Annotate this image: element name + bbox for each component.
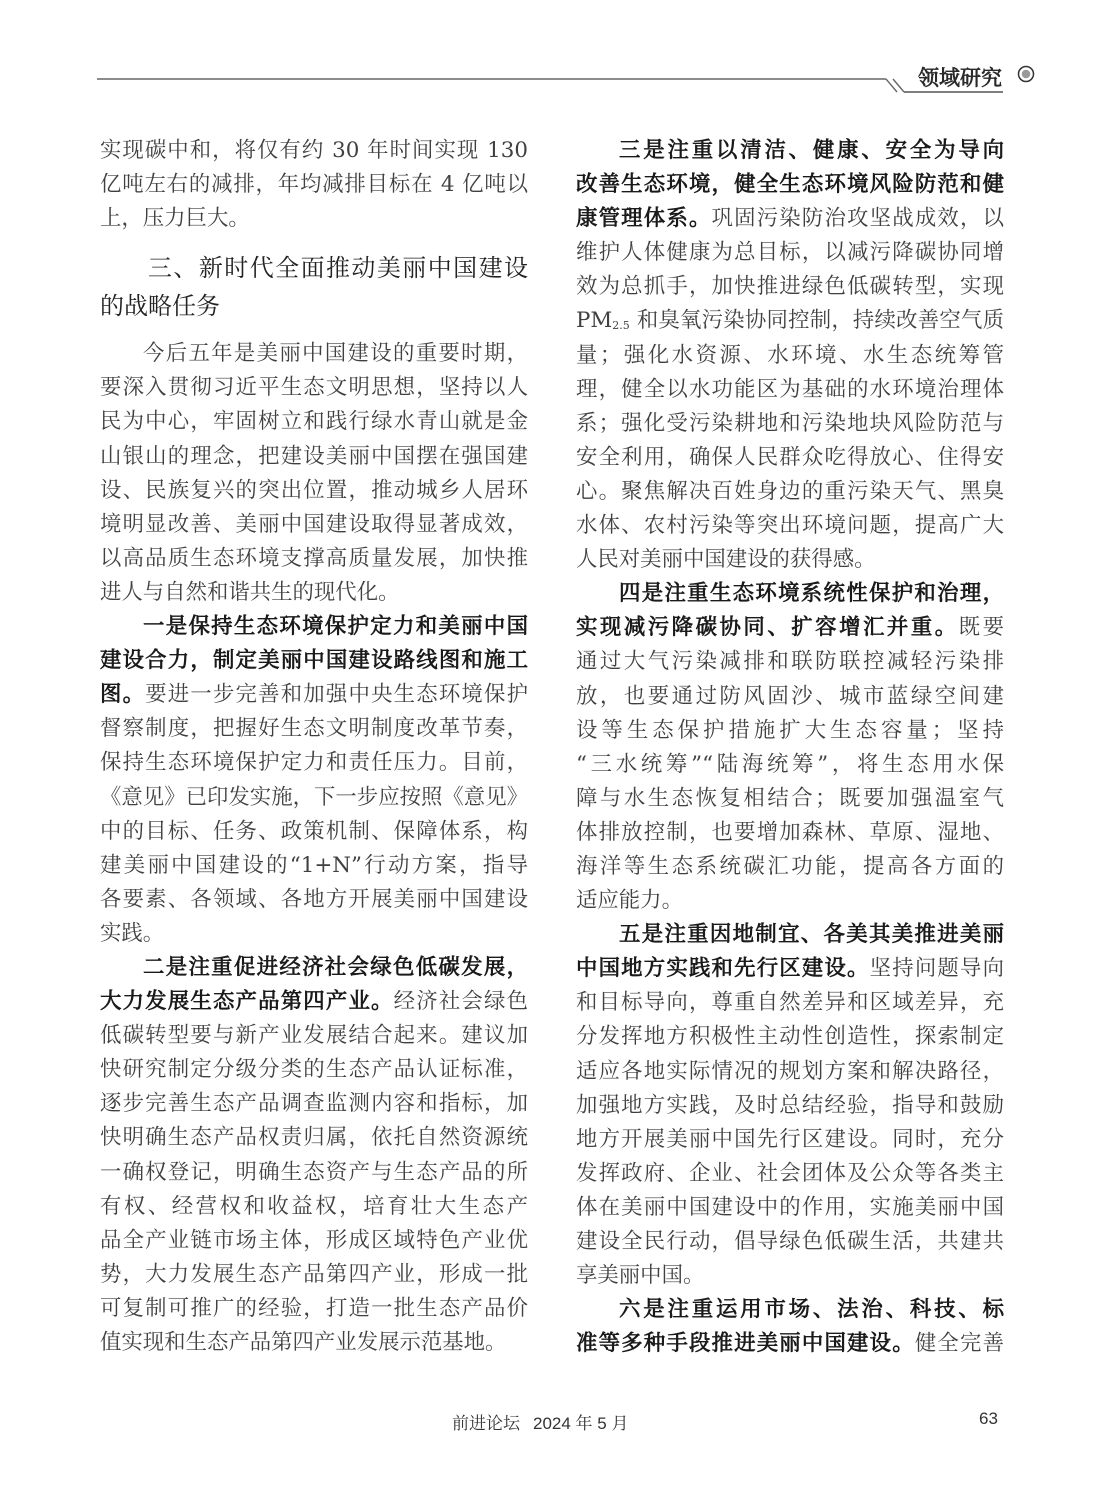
bold-lead-text: 五是注重因地制宜、各美其美推进美丽: [619, 922, 1004, 948]
text-line: [100, 1292, 528, 1326]
body-text: 通过大气污染减排和联防联控减轻污染排: [576, 649, 1004, 675]
text-line: [576, 509, 1004, 543]
text-line: [576, 1020, 1004, 1054]
body-text: 《意见》已印发实施，下一步应按照《意见》: [100, 784, 528, 810]
text-line: [100, 1087, 528, 1121]
text-line: [100, 1190, 528, 1224]
header-rule: [0, 0, 1102, 110]
body-text: 境明显改善、美丽中国建设取得显著成效，: [100, 511, 528, 537]
body-text: 以高品质生态环境支撑高质量发展，加快推: [100, 545, 528, 571]
text-line: [100, 474, 528, 508]
text-line: [100, 371, 528, 405]
body-text: 快明确生态产品权责归属，依托自然资源统: [100, 1125, 528, 1151]
text-line: [576, 304, 1004, 338]
text-line: [576, 748, 1004, 782]
body-text: 建设全民行动，倡导绿色低碳生活，共建共: [576, 1229, 1004, 1254]
text-line: [100, 202, 528, 236]
body-text: 各要素、各领域、各地方开展美丽中国建设: [100, 886, 528, 912]
body-text: 进人与自然和谐共生的现代化。: [100, 579, 400, 605]
text-line: [100, 917, 528, 951]
text-line: [100, 849, 528, 883]
text-line: [100, 712, 528, 746]
body-text: 地方开展美丽中国先行区建设。同时，充分: [576, 1126, 1004, 1152]
text-line: [576, 850, 1004, 884]
text-line: [100, 610, 528, 644]
text-line: [100, 337, 528, 371]
text-line: [576, 884, 1004, 918]
text-line: [576, 441, 1004, 475]
text-line: [100, 883, 528, 917]
body-text: 逐步完善生态产品调查监测内容和指标，加: [100, 1091, 528, 1117]
page-number: 63: [979, 1409, 998, 1428]
text-line: [576, 236, 1004, 270]
right-column: [576, 134, 1004, 1361]
text-line: [576, 202, 1004, 236]
body-text: 海洋等生态系统碳汇功能，提高各方面的: [576, 853, 1004, 879]
text-line: [576, 1055, 1004, 1089]
text-line: [576, 339, 1004, 373]
text-line: [100, 1053, 528, 1087]
text-line: [576, 1259, 1004, 1293]
footer-date: 2024 年 5 月: [533, 1414, 629, 1433]
body-text: 有权、经营权和收益权，培育壮大生态产: [100, 1193, 528, 1219]
text-line: [100, 405, 528, 439]
body-text: 民为中心，牢固树立和践行绿水青山就是金: [100, 409, 528, 435]
text-line: [100, 1326, 528, 1360]
text-line: [100, 815, 528, 849]
body-text: 享美丽中国。: [576, 1263, 705, 1289]
body-text: 体排放控制，也要增加森林、草原、湿地、: [576, 819, 1004, 845]
paragraph: [100, 337, 528, 610]
text-line: [576, 1089, 1004, 1123]
text-line: [576, 1191, 1004, 1225]
paragraph: [576, 134, 1004, 577]
text-line: [576, 816, 1004, 850]
body-text: 2.5: [612, 319, 630, 333]
bold-lead-text: 大力发展生态产品第四产业。: [100, 989, 394, 1015]
body-text: 巩固污染防治攻坚战成效，以: [711, 206, 1004, 232]
body-text: 低碳转型要与新产业发展结合起来。建议加: [100, 1023, 528, 1049]
body-text: 要深入贯彻习近平生态文明思想，坚持以人: [100, 375, 528, 401]
bold-lead-text: 二是注重促进经济社会绿色低碳发展，: [143, 954, 528, 980]
body-text: 实现碳中和，将仅有约 30 年时间实现 130: [100, 138, 528, 163]
body-text: 品全产业链市场主体，形成区域特色产业优: [100, 1227, 528, 1253]
text-line: [576, 645, 1004, 679]
body-text: 可复制可推广的经验，打造一批生态产品价: [100, 1295, 528, 1321]
text-line: [100, 746, 528, 780]
circle-dot-icon: [1017, 65, 1035, 83]
body-text: 发挥政府、企业、社会团体及公众等各类主: [576, 1160, 1004, 1186]
heading-line: 的战略任务: [100, 292, 220, 321]
body-text: 和臭氧污染协同控制，持续改善空气质: [629, 308, 1004, 334]
text-line: [576, 611, 1004, 645]
text-line: [576, 1123, 1004, 1157]
section-heading: [100, 249, 528, 325]
text-line: [100, 678, 528, 712]
body-text: 放，也要通过防风固沙、城市蓝绿空间建: [576, 683, 1004, 709]
text-line: [576, 577, 1004, 611]
body-text: 分发挥地方积极性主动性创造性，探索制定: [576, 1024, 1004, 1050]
body-text: “三水统筹”“陆海统筹”，将生态用水保: [576, 751, 1004, 777]
body-text: 建美丽中国建设的“1+N”行动方案，指导: [100, 852, 528, 878]
heading-line: 三、新时代全面推动美丽中国建设: [148, 254, 528, 283]
footer-journal: 前进论坛: [452, 1414, 520, 1433]
body-text: 和目标导向，尊重自然差异和区域差异，充: [576, 990, 1004, 1016]
text-line: [576, 1157, 1004, 1191]
text-line: [576, 1327, 1004, 1361]
text-line: [100, 1156, 528, 1190]
paragraph: [100, 610, 528, 951]
body-text: 快研究制定分级分类的生态产品认证标准，: [100, 1057, 528, 1083]
body-text: 系；强化受污染耕地和污染地块风险防范与: [576, 410, 1004, 436]
body-text: 山银山的理念，把建设美丽中国摆在强国建: [100, 443, 528, 469]
text-line: [576, 986, 1004, 1020]
text-line: [576, 952, 1004, 986]
text-line: [100, 1258, 528, 1292]
text-line: [100, 781, 528, 815]
body-text: 督察制度，把握好生态文明制度改革节奏，: [100, 716, 528, 742]
text-line: [100, 951, 528, 985]
bold-lead-text: 四是注重生态环境系统性保护和治理，: [619, 581, 1004, 607]
text-line: [100, 1224, 528, 1258]
bold-lead-text: 康管理体系。: [576, 206, 712, 232]
bold-lead-text: 图。: [100, 682, 146, 708]
text-line: [100, 134, 528, 168]
body-text: 实践。: [100, 920, 165, 946]
bold-lead-text: 一是保持生态环境保护定力和美丽中国: [143, 614, 528, 640]
paragraph: [576, 1293, 1004, 1361]
text-line: [576, 782, 1004, 816]
text-line: [576, 1225, 1004, 1259]
text-line: [100, 168, 528, 202]
body-text: 心。聚焦解决百姓身边的重污染天气、黑臭: [576, 478, 1004, 504]
text-line: [576, 1293, 1004, 1327]
paragraph: [100, 951, 528, 1360]
body-text: 设、民族复兴的突出位置，推动城乡人居环: [100, 477, 528, 503]
text-line: [576, 475, 1004, 509]
body-text: 一确权登记，明确生态资产与生态产品的所: [100, 1159, 528, 1185]
text-line: [576, 714, 1004, 748]
body-text: 理，健全以水功能区为基础的水环境治理体: [576, 376, 1004, 402]
section-title: 领域研究: [918, 65, 1002, 90]
body-text: 安全利用，确保人民群众吃得放心、住得安: [576, 444, 1004, 470]
text-line: [100, 985, 528, 1019]
body-text: 保持生态环境保护定力和责任压力。目前，: [100, 750, 528, 776]
body-text: 经济社会绿色: [393, 989, 528, 1015]
text-line: [100, 440, 528, 474]
paragraph: [576, 577, 1004, 918]
body-text: 中的目标、任务、政策机制、保障体系，构: [100, 818, 528, 844]
body-text: 今后五年是美丽中国建设的重要时期，: [143, 341, 528, 367]
bold-lead-text: 建设合力，制定美丽中国建设路线图和施工: [100, 648, 528, 674]
body-text: 健全完善: [914, 1331, 1004, 1357]
body-text: 既要: [958, 615, 1004, 641]
body-text: PM: [576, 308, 613, 334]
text-line: [100, 1019, 528, 1053]
bold-lead-text: 准等多种手段推进美丽中国建设。: [576, 1331, 915, 1357]
bold-lead-text: 三是注重以清洁、健康、安全为导向: [619, 138, 1004, 163]
text-line: [100, 1121, 528, 1155]
text-line: [100, 542, 528, 576]
text-line: [576, 918, 1004, 952]
body-text: 设等生态保护措施扩大生态容量；坚持: [576, 717, 1004, 743]
text-line: [576, 680, 1004, 714]
text-line: [576, 373, 1004, 407]
body-text: 坚持问题导向: [869, 956, 1004, 982]
bold-lead-text: 改善生态环境，健全生态环境风险防范和健: [576, 172, 1004, 198]
text-line: [576, 134, 1004, 168]
body-text: 加强地方实践，及时总结经验，指导和鼓励: [576, 1092, 1004, 1118]
text-line: [100, 576, 528, 610]
bold-lead-text: 六是注重运用市场、法治、科技、标: [619, 1297, 1004, 1323]
body-text: 水体、农村污染等突出环境问题，提高广大: [576, 513, 1004, 539]
body-text: 适应各地实际情况的规划方案和解决路径，: [576, 1058, 1004, 1084]
body-text: 值实现和生态产品第四产业发展示范基地。: [100, 1330, 507, 1355]
body-text: 亿吨左右的减排，年均减排目标在 4 亿吨以: [100, 172, 528, 198]
bold-lead-text: 中国地方实践和先行区建设。: [576, 956, 870, 982]
text-line: [100, 644, 528, 678]
text-line: [576, 168, 1004, 202]
body-text: 要进一步完善和加强中央生态环境保护: [145, 682, 528, 708]
text-line: [576, 270, 1004, 304]
paragraph: [100, 134, 528, 236]
body-text: 体在美丽中国建设中的作用，实施美丽中国: [576, 1194, 1004, 1220]
text-line: [100, 508, 528, 542]
body-text: 人民对美丽中国建设的获得感。: [576, 547, 876, 573]
body-text: 适应能力。: [576, 888, 683, 914]
body-text: 势，大力发展生态产品第四产业，形成一批: [100, 1261, 528, 1287]
paragraph: [576, 918, 1004, 1293]
text-line: [576, 543, 1004, 577]
bold-lead-text: 实现减污降碳协同、扩容增汇并重。: [576, 615, 959, 641]
body-text: 上，压力巨大。: [100, 206, 250, 232]
body-text: 障与水生态恢复相结合；既要加强温室气: [576, 785, 1004, 811]
left-column: [100, 134, 528, 1360]
body-text: 效为总抓手，加快推进绿色低碳转型，实现: [576, 274, 1004, 300]
body-text: 量；强化水资源、水环境、水生态统筹管: [576, 342, 1004, 368]
body-text: 维护人体健康为总目标，以减污降碳协同增: [576, 240, 1004, 266]
text-line: [576, 407, 1004, 441]
